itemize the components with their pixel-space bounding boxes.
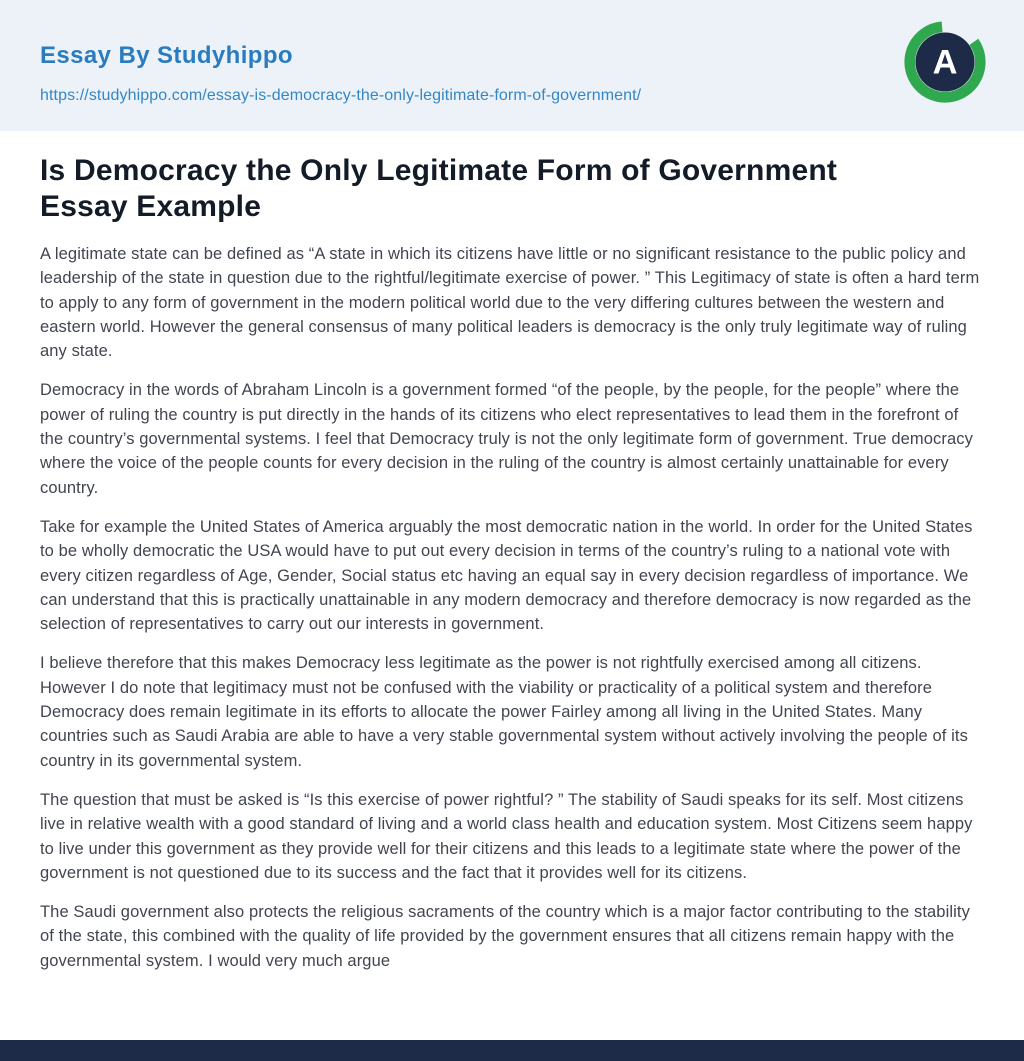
studyhippo-logo-icon [904, 21, 986, 103]
article [0, 131, 1024, 973]
footer-bar [0, 1040, 1024, 1061]
studyhippo-logo[interactable] [904, 21, 986, 103]
site-title: Essay By Studyhippo [40, 42, 293, 69]
article-body [40, 242, 984, 973]
page-header [0, 0, 1024, 131]
article-title: Is Democracy the Only Legitimate Form of Government Essay Example [40, 154, 838, 223]
article-paragraph: The Saudi government also protects the religious sacraments of the country which is a major factor contributing to the stability of the state, this combined with the quality of life provided by the government ensures that all citizens remain happy with the governmental system. I would very much argue [40, 903, 970, 970]
article-paragraph: I believe therefore that this makes Democracy less legitimate as the power is not rightfully exercised among all citizens. However I do note that legitimacy must not be confused with the viability or practicality of a political system and therefore Democracy does remain legitimate in its efforts to allocate the power Fairley among all living in the United States. Many countries such as Saudi Arabia are able to have a very stable governmental system without actively involving the people of its country in its governmental system. [40, 654, 968, 770]
article-paragraph: Democracy in the words of Abraham Lincoln is a government formed “of the people, by the people, for the people” where the power of ruling the country is put directly in the hands of its citizens who elect representatives to lead them in the forefront of the country’s governmental systems. I feel that Democracy truly is not the only legitimate form of government. True democracy where the voice of the people counts for every decision in the ruling of the country is almost certainly unattainable for every country. [40, 381, 973, 497]
article-paragraph: Take for example the United States of America arguably the most democratic nation in the world. In order for the United States to be wholly democratic the USA would have to put out every decision in terms of the country’s ruling to a national vote with every citizen regardless of Age, Gender, Social status etc having an equal say in every decision regardless of importance. We can understand that this is practically unattainable in any modern democracy and therefore democracy is now regarded as the selection of representatives to carry out our interests in government. [40, 517, 973, 634]
article-paragraph: The question that must be asked is “Is this exercise of power rightful? ” The stability of Saudi speaks for its self. Most citizens live in relative wealth with a good standard of living and a world class health and education system. Most Citizens seem happy to live under this government as they provide well for their citizens and this leads to a legitimate state where the power of the government is not questioned due to its success and the fact that it provides well for its citizens. [40, 790, 973, 882]
article-paragraph: A legitimate state can be defined as “A state in which its citizens have little or no significant resistance to the public policy and leadership of the state in question due to the rightful/legitimate exercise of power. ” This Legitimacy of state is often a hard term to apply to any form of government in the modern political world due to the very differing cultures between the western and eastern world. However the general consensus of many political leaders is democracy is the only truly legitimate way of ruling any state. [40, 245, 980, 361]
source-url-link[interactable]: https://studyhippo.com/essay-is-democracy-the-only-legitimate-form-of-government/ [40, 87, 642, 104]
logo-letter: A [932, 43, 958, 82]
